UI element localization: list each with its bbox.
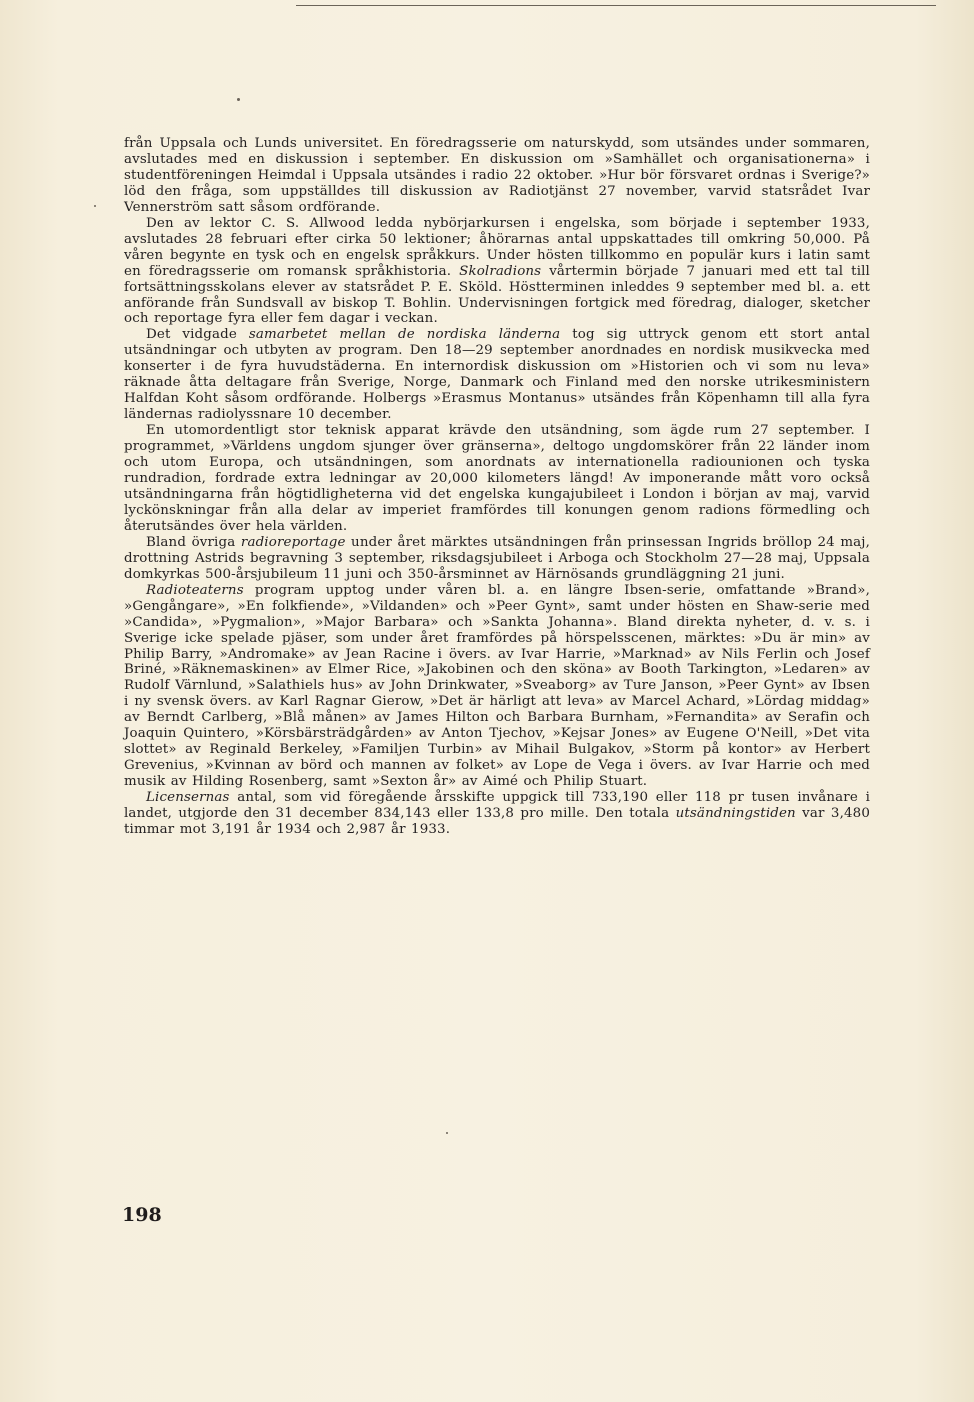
italic-term: Skolradions (459, 263, 542, 279)
text-run: var 3,480 timmar mot 3,191 år 1934 och 2,987 år 1933. (124, 806, 870, 837)
text-run: En utomordentligt stor teknisk apparat krävde den utsändning, som ägde rum 27 september. I programmet, »Världens ungdom sjunger över gränserna», deltogo ungdomskörer från 22 länder inom och utom Europa, och utsändningen, som anordnats av internationella radiounionen och tyska rundradion, fordrade extra ledningar av 20,000 kilometers längd! Av imponerande mått voro också utsändningarna från högtidligheterna vid det engelska kungajubileet i London i början av maj, varvid lyckönskningar från alla delar av imperiet framfördes till konungen genom radions förmedling och återutsändes över hela världen. (124, 423, 870, 534)
paragraph (124, 535, 870, 583)
text-run: vårtermin började 7 januari med ett tal till fortsättningsskolans elever av statsrådet P. E. Sköld. Höstterminen inleddes 9 september med bl. a. ett anförande från Sundsvall av biskop T. Bohlin. Undervisningen fortgick med föredrag, dialoger, sketcher och reportage fyra eller fem dagar i veckan. (124, 263, 870, 327)
text-run: från Uppsala och Lunds universitet. En föredragsserie om naturskydd, som utsändes under sommaren, avslutades med en diskussion i september. En diskussion om »Samhället och organisationerna» i studentföreningen Heimdal i Uppsala utsändes i radio 22 oktober. »Hur bör försvaret ordnas i Sverige?» löd den fråga, som uppställdes till diskussion av Radiotjänst 27 november, varvid statsrådet Ivar Vennerström satt såsom ordförande. (124, 136, 870, 215)
speck (237, 98, 240, 101)
italic-term: samarbetet mellan de nordiska länderna (248, 327, 561, 343)
text-run: program upptog under våren bl. a. en längre Ibsen-serie, omfattande »Brand», »Gengångare», »En folkfiende», »Vildanden» och »Peer Gynt», samt under hösten en Shaw-serie med »Candida», »Pygmalion», »Major Barbara» och »Sankta Johanna». Bland direkta nyheter, d. v. s. i Sverige icke spelade pjäser, som under året framfördes på hörspelsscenen, märktes: »Du är min» av Philip Barry, »Andromake» av Jean Racine i övers. av Ivar Harrie, »Marknad» av Nils Ferlin och Josef Briné, »Räknemaskinen» av Elmer Rice, »Jakobinen och den sköna» av Booth Tarkington, »Ledaren» av Rudolf Värnlund, »Salathiels hus» av John Drinkwater, »Sveaborg» av Ture Janson, »Peer Gynt» av Ibsen i ny svensk övers. av Karl Ragnar Gierow, »Det är härligt att leva» av Marcel Achard, »Lördag middag» av Berndt Carlberg, »Blå månen» av James Hilton och Barbara Burnham, »Fernandita» av Serafin och Joaquin Quintero, »Körsbärsträdgården» av Anton Tjechov, »Kejsar Jones» av Eugene O'Neill, »Det vita slottet» av Reginald Berkeley, »Familjen Turbin» av Mihail Bulgakov, »Storm på kontor» av Herbert Grevenius, »Kvinnan av börd och mannen av folket» av Lope de Vega i övers. av Ivar Harrie och med musik av Hilding Rosenberg, samt »Sexton år» av Aimé och Philip Stuart. (124, 582, 870, 790)
paragraph (124, 423, 870, 535)
paragraph (124, 790, 870, 838)
speck (446, 1132, 448, 1134)
italic-term: radioreportage (240, 534, 346, 550)
text-run: Bland övriga (146, 534, 241, 550)
speck (94, 205, 96, 207)
text-run: Det vidgade (146, 327, 249, 343)
paragraph (124, 583, 870, 790)
paragraph (124, 327, 870, 423)
top-rule (296, 5, 936, 6)
italic-term: utsändningstiden (675, 806, 796, 822)
text-run: under året märktes utsändningen från prinsessan Ingrids bröllop 24 maj, drottning Astrids begravning 3 september, riksdagsjubileet i Arboga och Stockholm 27—28 maj, Uppsala domkyrkas 500-årsjubileum 11 juni och 350-årsminnet av Härnösands grundläggning 21 juni. (124, 534, 871, 582)
paragraph (124, 216, 870, 328)
text-run: Den av lektor C. S. Allwood ledda nybörjarkursen i engelska, som började i september 1933, avslutades 28 februari efter cirka 50 lektioner; åhörarnas antal uppskattades till omkring 50,000. På våren begynte en tysk och en engelsk språkkurs. Under hösten tillkommo en populär kurs i latin samt en föredragsserie om romansk språkhistoria. (124, 215, 870, 279)
italic-term: Radioteaterns (146, 582, 244, 598)
page-number: 198 (122, 1204, 162, 1226)
text-run: antal, som vid föregående årsskifte uppgick till 733,190 eller 118 pr tusen invånare i landet, utgjorde den 31 december 834,143 eller 133,8 pro mille. Den totala (124, 790, 870, 822)
article-body (124, 136, 870, 838)
text-run: tog sig uttryck genom ett stort antal utsändningar och utbyten av program. Den 18—29 september anordnades en nordisk musikvecka med konserter i de fyra huvudstäderna. En internordisk diskussion om »Historien och vi som nu leva» räknade åtta deltagare från Sverige, Norge, Danmark och Finland med den norske utrikesministern Halfdan Koht såsom ordförande. Holbergs »Erasmus Montanus» utsändes från Köpenhamn till alla fyra ländernas radiolyssnare 10 december. (124, 327, 870, 423)
italic-term: Licensernas (146, 790, 230, 806)
paragraph (124, 136, 870, 216)
